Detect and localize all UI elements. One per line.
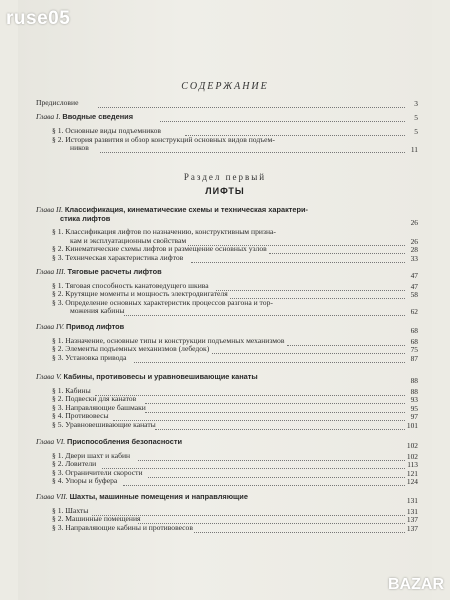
- toc-section: § 4. Противовесы: [52, 411, 109, 420]
- toc-section: § 3. Направляющие башмаки: [52, 402, 146, 412]
- page-title: СОДЕРЖАНИЕ: [181, 81, 269, 92]
- toc-page-number: 88: [410, 386, 418, 396]
- toc-page-number: 62: [410, 307, 418, 316]
- chapter-label: Глава VII.: [36, 492, 70, 501]
- toc-section: § 2. Машинные помещения: [52, 514, 141, 523]
- leader-dots: [191, 261, 405, 263]
- toc-page-number: 131: [406, 496, 418, 505]
- toc-page-number: 137: [406, 515, 418, 524]
- section-text: § 2. История развития и обзор конструкций основных видов подъем-: [52, 135, 275, 144]
- chapter-title: Тяговые расчеты лифтов: [67, 267, 162, 276]
- leader-dots: [138, 459, 405, 461]
- toc-chapter-1: [36, 113, 133, 122]
- chapter-label: Глава III.: [36, 267, 68, 276]
- toc-section: § 2. Крутящие моменты и мощность электродвигателя: [52, 289, 228, 298]
- toc-page-number: 87: [410, 353, 418, 363]
- chapter-title: Классификация, кинематические схемы и техническая характери-: [64, 205, 309, 214]
- leader-dots: [100, 151, 405, 153]
- toc-page-number: 121: [406, 468, 418, 478]
- chapter-label: Глава IV.: [36, 322, 67, 331]
- chapter-label: Глава II.: [36, 205, 65, 214]
- toc-page-number: 102: [406, 441, 418, 450]
- toc-page-number: 124: [406, 477, 418, 486]
- chapter-title: Привод лифтов: [66, 322, 125, 331]
- leader-dots: [98, 106, 405, 108]
- toc-page-number: 137: [406, 523, 418, 533]
- marketplace-watermark: BAZAR: [388, 576, 444, 593]
- leader-dots: [160, 120, 405, 122]
- toc-section: § 1. Шахты: [52, 505, 89, 515]
- toc-page-number: 5: [414, 113, 418, 122]
- leader-dots: [269, 252, 405, 254]
- toc-section: § 1. Классификация лифтов по назначению, конструктивным призна-: [52, 227, 276, 236]
- toc-section: § 4. Упоры и буфера: [52, 476, 118, 485]
- leader-dots: [145, 402, 405, 404]
- chapter-label: Глава I.: [36, 112, 61, 121]
- leader-dots: [194, 531, 405, 533]
- toc-page-number: 68: [410, 326, 418, 335]
- toc-page-number: 93: [410, 395, 418, 404]
- chapter-heading: [36, 268, 162, 277]
- toc-page-number: 101: [406, 420, 418, 430]
- chapter-title: стика лифтов: [60, 213, 111, 223]
- leader-dots: [102, 467, 405, 469]
- toc-page-number: 26: [410, 236, 418, 246]
- toc-page-number: 47: [410, 281, 418, 291]
- leader-dots: [212, 352, 405, 354]
- toc-section: § 3. Установка привода: [52, 352, 127, 362]
- chapter-heading: [36, 438, 182, 447]
- chapter-label: Глава V.: [36, 372, 64, 381]
- toc-page-number: 97: [410, 412, 418, 421]
- toc-page-number: 131: [406, 506, 418, 516]
- toc-page-number: 58: [410, 290, 418, 299]
- section-text: § 1. Основные виды подъемников: [52, 126, 161, 135]
- leader-dots: [124, 314, 405, 316]
- leader-dots: [134, 361, 405, 363]
- chapter-title: Вводные сведения: [62, 112, 134, 121]
- toc-page-number: 102: [406, 451, 418, 461]
- toc-section: § 2. Кинематические схемы лифтов и размещение основных узлов: [52, 244, 267, 253]
- toc-entry-text: Предисловие: [36, 98, 79, 107]
- toc-page-number: 26: [410, 217, 418, 227]
- toc-entry-preface: [36, 99, 78, 108]
- toc-section: кам и эксплуатационным свойствам: [70, 235, 187, 245]
- leader-dots: [123, 484, 405, 486]
- toc-page-number: 28: [410, 245, 418, 254]
- chapter-heading: [36, 323, 124, 332]
- toc-section: § 3. Техническая характеристика лифтов: [52, 252, 184, 262]
- leader-dots: [95, 394, 405, 396]
- toc-page-number: 11: [410, 145, 418, 154]
- toc-page-number: 5: [414, 127, 418, 136]
- part-label: Раздел первый: [183, 172, 267, 182]
- section-text: ников: [70, 143, 89, 152]
- leader-dots: [148, 476, 405, 478]
- toc-section: § 5. Уравновешивающие канаты: [52, 419, 156, 429]
- toc-section: § 2. Ловители: [52, 459, 97, 468]
- toc-section: § 1. Назначение, основные типы и конструкции подъемных механизмов: [52, 335, 285, 345]
- toc-section: § 1. Двери шахт и кабин: [52, 450, 131, 460]
- chapter-title: Кабины, противовесы и уравновешивающие канаты: [63, 372, 258, 381]
- toc-section: § 1. Тяговая способность канатоведущего шкива: [52, 280, 209, 290]
- toc-page-number: 88: [410, 376, 418, 385]
- chapter-heading: [36, 373, 258, 382]
- toc-section-cont: [70, 144, 89, 153]
- toc-page-number: 33: [410, 253, 418, 263]
- toc-section: § 2. Элементы подъемных механизмов (лебедок): [52, 344, 210, 353]
- part-title: ЛИФТЫ: [205, 186, 245, 196]
- toc-section: § 1. Кабины: [52, 385, 91, 395]
- leader-dots: [145, 411, 405, 413]
- toc-page-number: 113: [407, 460, 418, 469]
- chapter-title: Приспособления безопасности: [67, 437, 182, 446]
- toc-page-number: 3: [414, 99, 418, 108]
- site-watermark: ruse05: [6, 8, 71, 29]
- toc-page-number: 47: [410, 271, 418, 280]
- toc-section: § 3. Направляющие кабины и противовесов: [52, 522, 193, 532]
- chapter-heading: [60, 215, 110, 224]
- leader-dots: [216, 289, 405, 291]
- toc-page-number: 68: [410, 336, 418, 346]
- toc-section: § 3. Определение основных характеристик процессов разгона и тор-: [52, 297, 273, 307]
- leader-dots: [155, 428, 405, 430]
- chapter-label: Глава VI.: [36, 437, 68, 446]
- toc-page-number: 75: [410, 345, 418, 354]
- toc-page-number: 95: [410, 403, 418, 413]
- toc-section: можения кабины: [70, 306, 125, 315]
- leader-dots: [113, 419, 405, 421]
- toc-section: § 2. Подвески для канатов: [52, 394, 137, 403]
- chapter-title: Шахты, машинные помещения и направляющие: [69, 492, 248, 501]
- chapter-heading: [36, 493, 248, 502]
- toc-section: § 3. Ограничители скорости: [52, 467, 143, 477]
